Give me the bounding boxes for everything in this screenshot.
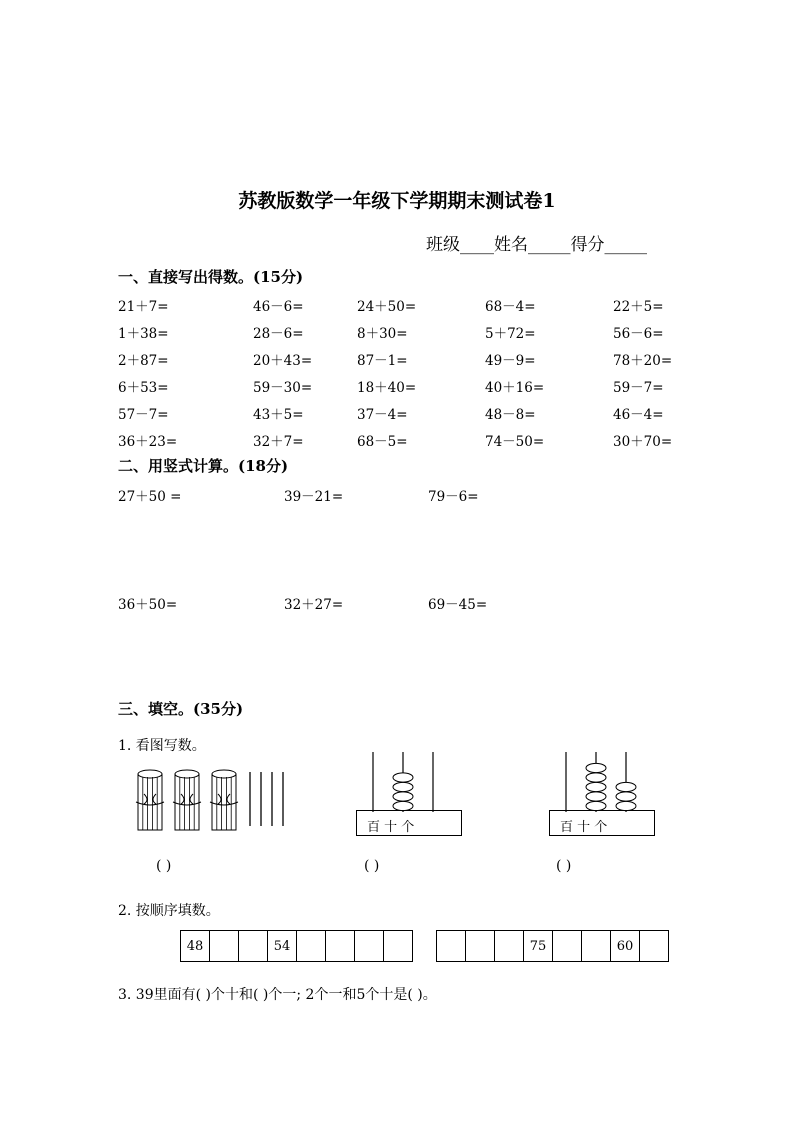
abacus-bead [586, 773, 606, 782]
arithmetic-problem: 22＋5= [613, 299, 664, 315]
abacus-bead [616, 782, 636, 791]
number-sequence-1 [180, 930, 413, 962]
bundle-of-ten-icon [136, 770, 164, 830]
sequence-cell[interactable] [239, 931, 268, 962]
sequence-cell[interactable] [326, 931, 355, 962]
place-value-label: 百 十 个 [367, 820, 415, 835]
vertical-problem: 27＋50 = [118, 489, 182, 505]
sequence-cell[interactable] [384, 931, 413, 962]
vertical-problem: 79－6= [428, 489, 479, 505]
abacus-2 [548, 752, 658, 812]
arithmetic-problem: 46－4= [613, 407, 664, 423]
question2-label: 2. 按顺序填数。 [118, 903, 220, 919]
arithmetic-problem: 1＋38= [118, 326, 169, 342]
arithmetic-problem: 32＋7= [253, 434, 304, 450]
vertical-problem: 39－21= [284, 489, 344, 505]
abacus-bead [393, 773, 413, 782]
sequence-cell[interactable] [582, 931, 611, 962]
sequence-cell[interactable] [553, 931, 582, 962]
arithmetic-problem: 21＋7= [118, 299, 169, 315]
arithmetic-problem: 48－8= [485, 407, 536, 423]
arithmetic-problem: 43＋5= [253, 407, 304, 423]
arithmetic-problem: 8＋30= [357, 326, 408, 342]
stick-bundles-image [130, 768, 300, 834]
section3-title: 三、填空。(35分) [118, 700, 244, 718]
arithmetic-problem: 68－5= [357, 434, 408, 450]
arithmetic-problem: 56－6= [613, 326, 664, 342]
arithmetic-problem: 87－1= [357, 353, 408, 369]
arithmetic-problem: 24＋50= [357, 299, 417, 315]
arithmetic-problem: 2＋87= [118, 353, 169, 369]
sequence-cell[interactable] [297, 931, 326, 962]
abacus-1 [355, 752, 465, 812]
abacus-bead [616, 792, 636, 801]
arithmetic-problem: 36＋23= [118, 434, 178, 450]
arithmetic-problem: 68－4= [485, 299, 536, 315]
section2-title: 二、用竖式计算。(18分) [118, 457, 289, 475]
vertical-problem: 36＋50= [118, 597, 178, 613]
arithmetic-problem: 78＋20= [613, 353, 673, 369]
bundle-of-ten-icon [173, 770, 201, 830]
arithmetic-problem: 5＋72= [485, 326, 536, 342]
page-title: 苏教版数学一年级下学期期末测试卷1 [238, 190, 556, 212]
arithmetic-problem: 74－50= [485, 434, 545, 450]
arithmetic-problem: 46－6= [253, 299, 304, 315]
abacus-2-base [549, 810, 655, 836]
answer-blank-2[interactable]: ( ) [364, 858, 380, 874]
vertical-problem: 32＋27= [284, 597, 344, 613]
sequence-cell[interactable] [466, 931, 495, 962]
answer-blank-1[interactable]: ( ) [156, 858, 172, 874]
arithmetic-problem: 49－9= [485, 353, 536, 369]
arithmetic-problem: 20＋43= [253, 353, 313, 369]
arithmetic-problem: 40＋16= [485, 380, 545, 396]
arithmetic-problem: 59－30= [253, 380, 313, 396]
sequence-cell: 75 [524, 931, 553, 962]
section1-title: 一、直接写出得数。(15分) [118, 268, 304, 286]
sequence-cell[interactable] [437, 931, 466, 962]
arithmetic-problem: 37－4= [357, 407, 408, 423]
place-value-label: 百 十 个 [560, 820, 608, 835]
question3-text: 3. 39里面有( )个十和( )个一; 2个一和5个十是( )。 [118, 987, 437, 1003]
arithmetic-problem: 30＋70= [613, 434, 673, 450]
answer-blank-3[interactable]: ( ) [556, 858, 572, 874]
abacus-bead [393, 782, 413, 791]
arithmetic-problem: 6＋53= [118, 380, 169, 396]
abacus-bead [586, 792, 606, 801]
student-info-line: 班级____姓名_____得分_____ [426, 235, 647, 255]
arithmetic-problem: 18＋40= [357, 380, 417, 396]
arithmetic-problem: 28－6= [253, 326, 304, 342]
sequence-cell[interactable] [355, 931, 384, 962]
abacus-bead [586, 782, 606, 791]
abacus-bead [393, 792, 413, 801]
sequence-cell[interactable] [640, 931, 669, 962]
arithmetic-problem: 57－7= [118, 407, 169, 423]
sequence-cell[interactable] [210, 931, 239, 962]
sequence-cell[interactable] [495, 931, 524, 962]
abacus-1-base [356, 810, 462, 836]
number-sequence-2 [436, 930, 669, 962]
sequence-cell: 54 [268, 931, 297, 962]
question1-label: 1. 看图写数。 [118, 738, 206, 754]
abacus-bead [586, 763, 606, 772]
sequence-cell: 60 [611, 931, 640, 962]
vertical-problem: 69－45= [428, 597, 488, 613]
sequence-cell: 48 [181, 931, 210, 962]
arithmetic-problem: 59－7= [613, 380, 664, 396]
bundle-of-ten-icon [210, 770, 238, 830]
